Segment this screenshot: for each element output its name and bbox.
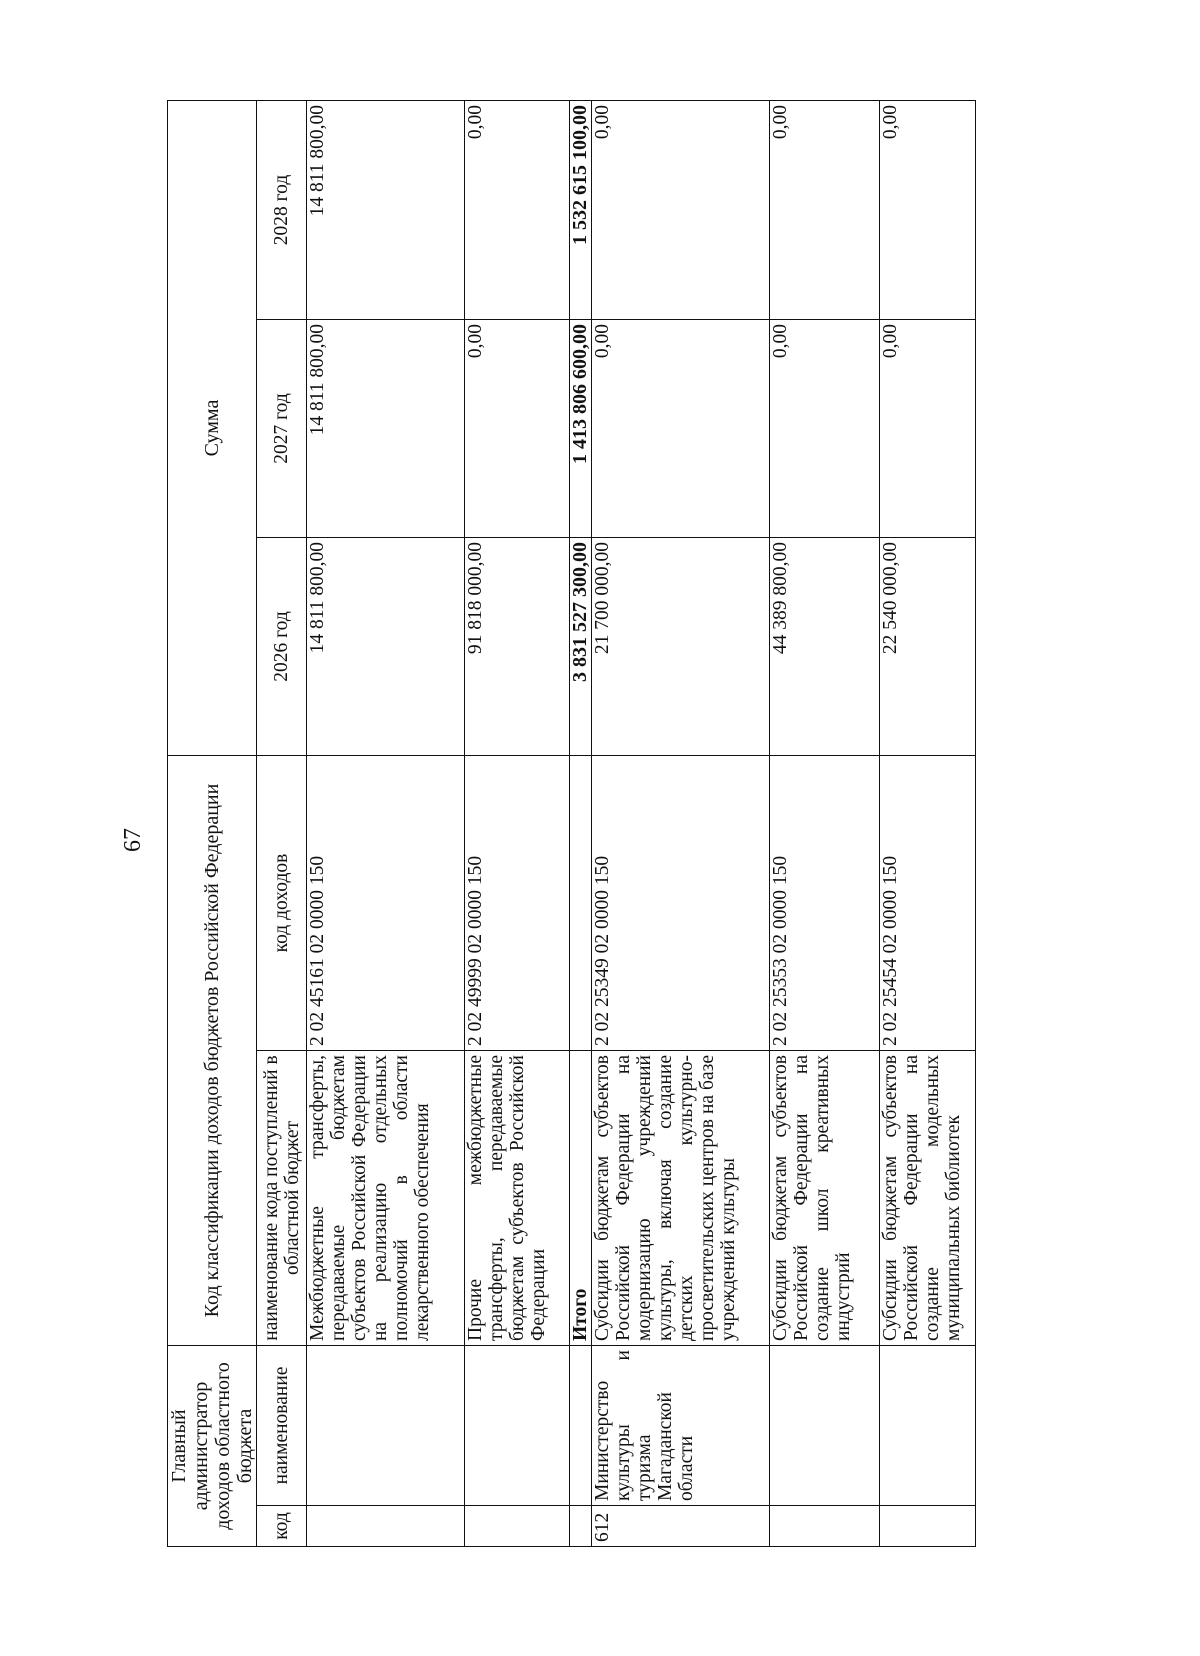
header-admin-group: Главный администратор доходов областного бюджета xyxy=(168,1346,257,1547)
amount-2026-cell: 14 811 800,00 xyxy=(307,538,465,756)
income-name-cell: Субсидии бюджетам субъектов Российской Федерации на модернизацию учреждений культуры, включая создание детских культурно-просветительских центров на базе учреждений культуры xyxy=(592,1051,770,1346)
admin-name-cell: Министерство культуры и туризма Магаданской области xyxy=(592,1346,770,1506)
admin-name-cell xyxy=(770,1346,880,1506)
admin-code-cell xyxy=(880,1506,976,1547)
amount-2026-cell: 44 389 800,00 xyxy=(770,538,880,756)
page-number: 67 xyxy=(120,828,146,852)
income-name-cell: Субсидии бюджетам субъектов Российской Федерации на создание школ креативных индустрий xyxy=(770,1051,880,1346)
income-code-cell: 2 02 25454 02 0000 150 xyxy=(880,756,976,1051)
amount-2026-cell: 21 700 000,00 xyxy=(592,538,770,756)
budget-income-table xyxy=(167,100,976,1547)
table-row xyxy=(770,100,880,1546)
amount-2027-cell: 1 413 806 600,00 xyxy=(570,320,592,538)
header-income-code: код доходов xyxy=(257,756,307,1051)
amount-2026-cell: 91 818 000,00 xyxy=(465,538,570,756)
rotated-table-container xyxy=(167,101,975,1547)
header-row-columns xyxy=(257,100,307,1546)
table-row xyxy=(592,100,770,1546)
header-sum-group: Сумма xyxy=(168,100,257,755)
admin-code-cell xyxy=(465,1506,570,1547)
table-row xyxy=(880,100,976,1546)
income-code-cell xyxy=(570,756,592,1051)
income-name-cell: Субсидии бюджетам субъектов Российской Федерации на создание модельных муниципальных библиотек xyxy=(880,1051,976,1346)
admin-name-cell xyxy=(307,1346,465,1506)
admin-code-cell xyxy=(770,1506,880,1547)
admin-name-cell xyxy=(880,1346,976,1506)
admin-name-cell xyxy=(570,1346,592,1506)
header-income-name: наименование кода поступлений в областной бюджет xyxy=(257,1051,307,1346)
amount-2027-cell: 0,00 xyxy=(592,320,770,538)
amount-2028-cell: 14 811 800,00 xyxy=(307,100,465,319)
table-row-total xyxy=(570,100,592,1546)
income-code-cell: 2 02 25349 02 0000 150 xyxy=(592,756,770,1051)
header-row-groups xyxy=(168,100,257,1546)
amount-2028-cell: 0,00 xyxy=(770,100,880,319)
amount-2026-cell: 22 540 000,00 xyxy=(880,538,976,756)
table-row xyxy=(307,100,465,1546)
header-admin-code: код xyxy=(257,1506,307,1547)
income-code-cell: 2 02 45161 02 0000 150 xyxy=(307,756,465,1051)
amount-2026-cell: 3 831 527 300,00 xyxy=(570,538,592,756)
income-code-cell: 2 02 49999 02 0000 150 xyxy=(465,756,570,1051)
income-name-cell: Прочие межбюджетные трансферты, передаваемые бюджетам субъектов Российской Федерации xyxy=(465,1051,570,1346)
income-name-cell: Межбюджетные трансферты, передаваемые бюджетам субъектов Российской Федерации на реализацию отдельных полномочий в области лекарственного обеспечения xyxy=(307,1051,465,1346)
header-code-group: Код классификации доходов бюджетов Российской Федерации xyxy=(168,756,257,1346)
income-code-cell: 2 02 25353 02 0000 150 xyxy=(770,756,880,1051)
header-admin-name: наименование xyxy=(257,1346,307,1506)
amount-2027-cell: 0,00 xyxy=(880,320,976,538)
amount-2028-cell: 0,00 xyxy=(465,100,570,319)
amount-2027-cell: 14 811 800,00 xyxy=(307,320,465,538)
admin-code-cell xyxy=(570,1506,592,1547)
table-row xyxy=(465,100,570,1546)
amount-2028-cell: 0,00 xyxy=(880,100,976,319)
header-year-2027: 2027 год xyxy=(257,320,307,538)
header-year-2028: 2028 год xyxy=(257,100,307,319)
admin-code-cell: 612 xyxy=(592,1506,770,1547)
amount-2028-cell: 0,00 xyxy=(592,100,770,319)
income-name-cell: Итого xyxy=(570,1051,592,1346)
admin-name-cell xyxy=(465,1346,570,1506)
header-year-2026: 2026 год xyxy=(257,538,307,756)
amount-2027-cell: 0,00 xyxy=(465,320,570,538)
admin-code-cell xyxy=(307,1506,465,1547)
amount-2028-cell: 1 532 615 100,00 xyxy=(570,100,592,319)
amount-2027-cell: 0,00 xyxy=(770,320,880,538)
